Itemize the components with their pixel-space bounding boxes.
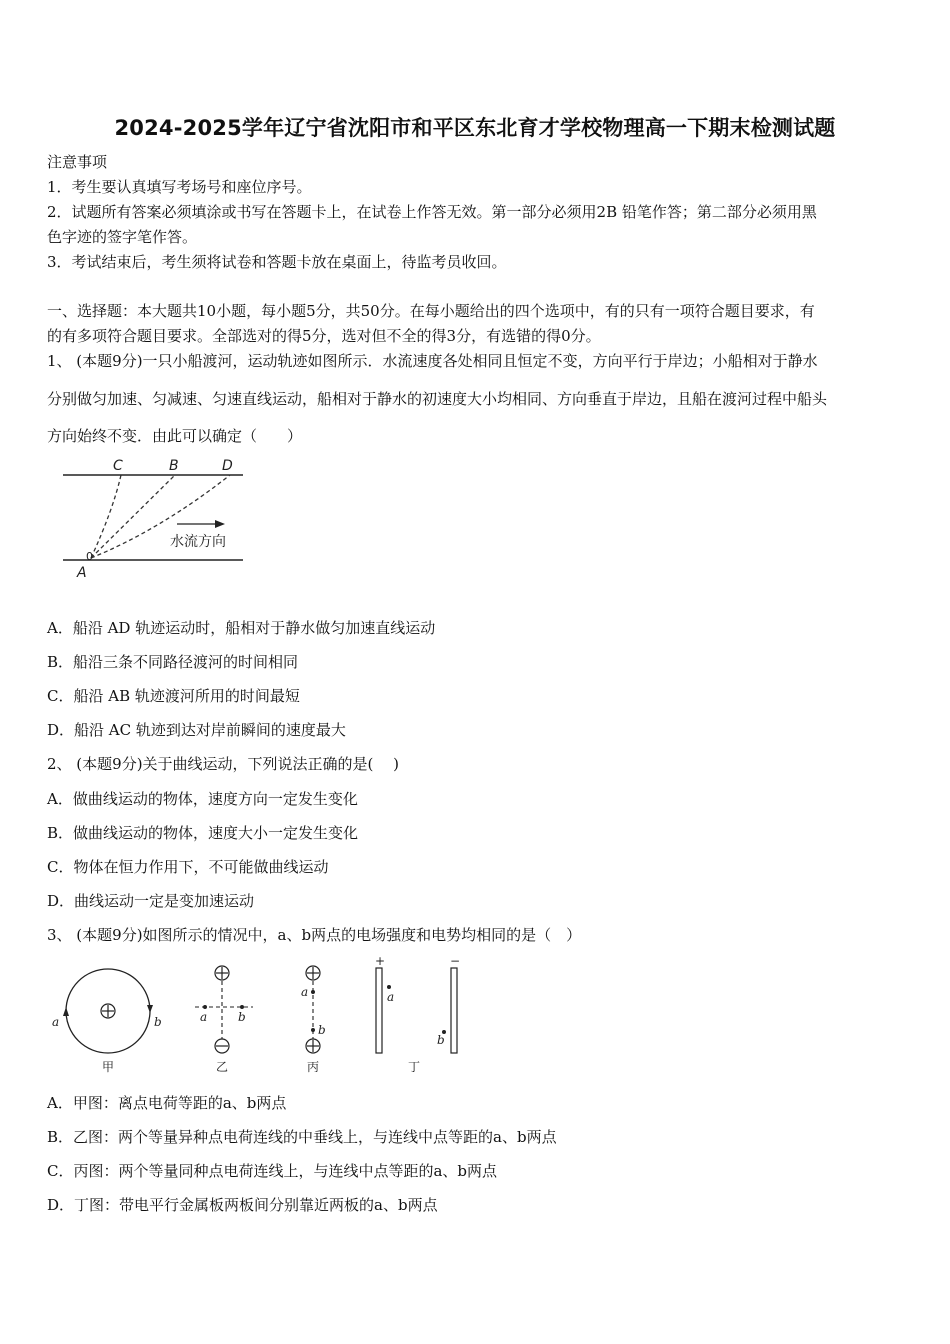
notice-item-1: 1．考生要认真填写考场号和座位序号。 (47, 178, 312, 196)
q1-option-d: D．船沿 AC 轨迹到达对岸前瞬间的速度最大 (47, 721, 346, 739)
label-a: A (77, 565, 87, 581)
label-o: 0 (86, 550, 93, 563)
ding-positive-plate (376, 968, 382, 1053)
q2-option-b: B．做曲线运动的物体，速度大小一定发生变化 (47, 824, 359, 842)
notice-item-2: 2．试题所有答案必须填涂或书写在答题卡上，在试卷上作答无效。第一部分必须用2B 铅笔作答；第二部分必须用黑 (47, 203, 817, 221)
q3-field-figures (45, 955, 475, 1080)
q3-option-c: C．丙图：两个等量同种点电荷连线上，与连线中点等距的a、b两点 (47, 1162, 498, 1180)
ding-point-b: b (437, 1033, 445, 1047)
q2-stem: 2、 (本题9分)关于曲线运动，下列说法正确的是( ) (47, 755, 400, 773)
bing-point-b: b (318, 1023, 326, 1037)
water-direction-label: 水流方向 (170, 534, 226, 550)
section1-instructions-2: 的有多项符合题目要求。全部选对的得5分，选对但不全的得3分，有选错的得0分。 (47, 327, 601, 345)
ding-dot-a (387, 985, 391, 989)
bing-dot-a (311, 990, 315, 994)
label-c: C (113, 458, 123, 474)
q1-river-figure (55, 450, 255, 585)
jia-label: 甲 (102, 1060, 115, 1074)
jia-arrow-right (147, 1005, 153, 1013)
yi-point-a: a (200, 1010, 208, 1024)
ding-plus-sign: + (375, 955, 386, 968)
q1-stem-line1: 1、 (本题9分)一只小船渡河，运动轨迹如图所示．水流速度各处相同且恒定不变，方向平行于岸边；小船相对于静水 (47, 352, 818, 370)
q1-option-c: C．船沿 AB 轨迹渡河所用的时间最短 (47, 687, 300, 705)
yi-label: 乙 (216, 1060, 229, 1074)
bing-point-a: a (301, 985, 309, 999)
yi-dot-a (203, 1005, 207, 1009)
notice-item-3: 3．考试结束后，考生须将试卷和答题卡放在桌面上，待监考员收回。 (47, 253, 507, 271)
q2-option-d: D．曲线运动一定是变加速运动 (47, 892, 255, 910)
notice-item-2-cont: 色字迹的签字笔作答。 (47, 228, 198, 246)
water-arrow-head (215, 520, 225, 528)
q3-option-d: D．丁图：带电平行金属板两板间分别靠近两板的a、b两点 (47, 1196, 438, 1214)
jia-point-a: a (52, 1015, 60, 1029)
ding-label: 丁 (408, 1060, 421, 1074)
bing-label: 丙 (307, 1060, 320, 1074)
q2-option-c: C．物体在恒力作用下，不可能做曲线运动 (47, 858, 329, 876)
q1-stem-line2: 分别做匀加速、匀减速、匀速直线运动，船相对于静水的初速度大小均相同、方向垂直于岸边，且船在渡河过程中船头 (47, 390, 828, 408)
q3-option-b: B．乙图：两个等量异种点电荷连线的中垂线上，与连线中点等距的a、b两点 (47, 1128, 557, 1146)
label-b: B (169, 458, 179, 474)
bing-dot-b (311, 1028, 315, 1032)
yi-dot-b (240, 1005, 244, 1009)
jia-arrow-left (63, 1007, 69, 1016)
ding-point-a: a (387, 990, 395, 1004)
q1-stem-line3: 方向始终不变．由此可以确定（ ） (47, 427, 303, 445)
label-d: D (222, 458, 233, 474)
q3-option-a: A．甲图：离点电荷等距的a、b两点 (47, 1094, 287, 1112)
q2-option-a: A．做曲线运动的物体，速度方向一定发生变化 (47, 790, 358, 808)
q1-option-b: B．船沿三条不同路径渡河的时间相同 (47, 653, 299, 671)
q3-stem: 3、 (本题9分)如图所示的情况中，a、b两点的电场强度和电势均相同的是（ ） (47, 926, 582, 944)
section1-instructions-1: 一、选择题：本大题共10小题，每小题5分，共50分。在每小题给出的四个选项中，有的只有一项符合题目要求，有 (47, 302, 815, 320)
trajectory-ab (91, 475, 175, 558)
yi-point-b: b (238, 1010, 246, 1024)
notice-heading: 注意事项 (47, 153, 108, 171)
trajectory-ac (91, 475, 121, 558)
exam-title: 2024-2025学年辽宁省沈阳市和平区东北育才学校物理高一下期末检测试题 (114, 116, 836, 140)
ding-minus-sign: − (450, 955, 461, 968)
jia-point-b: b (154, 1015, 162, 1029)
q1-option-a: A．船沿 AD 轨迹运动时，船相对于静水做匀加速直线运动 (47, 619, 436, 637)
ding-negative-plate (451, 968, 457, 1053)
